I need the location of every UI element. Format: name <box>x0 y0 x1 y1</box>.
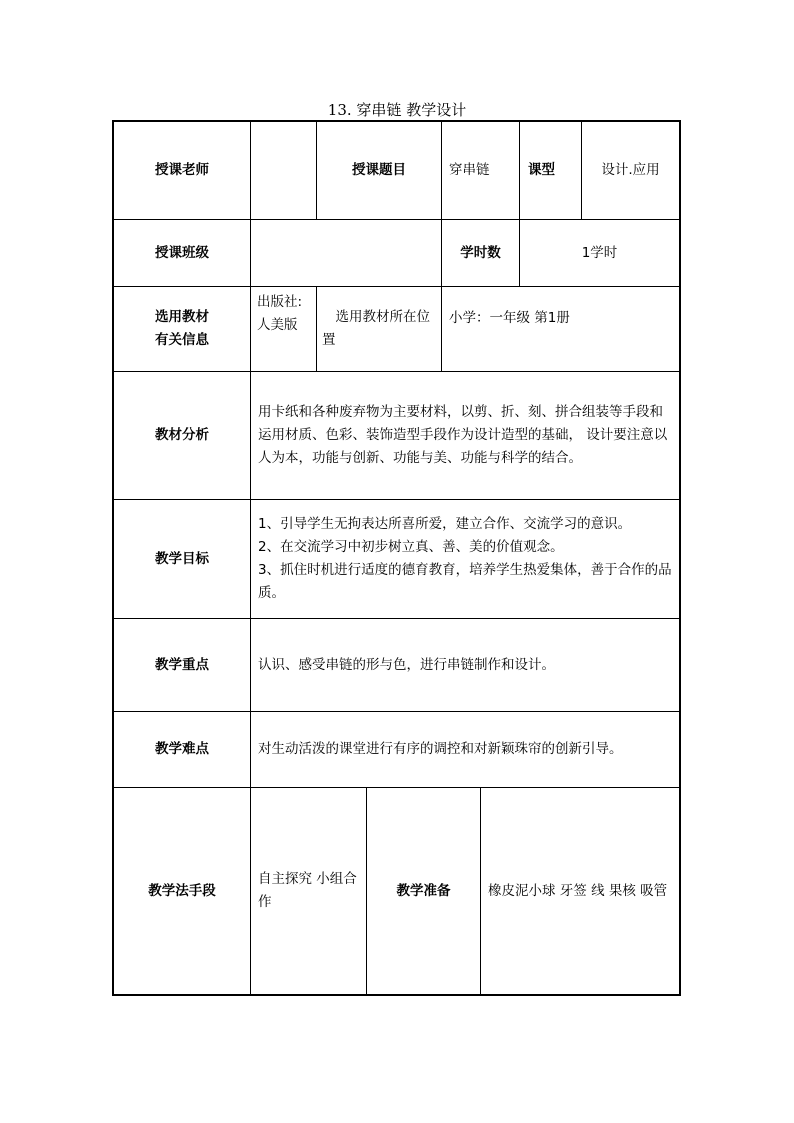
textbook-position-label: 选用教材所在位置 <box>322 309 430 348</box>
methods-label: 教学法手段 <box>148 882 216 899</box>
analysis-text: 用卡纸和各种废弃物为主要材料，以剪、折、刻、拼合组装等手段和运用材质、色彩、装饰造型手段作为设计造型的基础， 设计要注意以人为本，功能与创新、功能与美、功能与科学的结合。 <box>258 404 668 466</box>
key-points-text: 认识、感受串链的形与色，进行串链制作和设计。 <box>258 656 555 673</box>
preparation-value: 橡皮泥小球 牙签 线 果核 吸管 <box>488 882 668 899</box>
goals-label: 教学目标 <box>155 550 209 567</box>
teacher-label: 授课老师 <box>155 162 209 178</box>
key-points-label: 教学重点 <box>155 656 209 673</box>
lesson-plan-table <box>112 120 681 996</box>
textbook-position-value: 小学：一年级 第1册 <box>449 310 570 326</box>
goal-item: 3、抓住时机进行适度的德育教育，培养学生热爱集体，善于合作的品质。 <box>258 562 672 601</box>
publisher-line2: 人美版 <box>257 317 298 333</box>
lesson-type-value: 设计.应用 <box>601 162 660 178</box>
publisher-line1: 出版社: <box>257 294 303 310</box>
lesson-type-label: 课型 <box>528 162 555 178</box>
teacher-value <box>251 122 316 219</box>
page-title: 13. 穿串链 教学设计 <box>327 101 467 119</box>
goal-item: 1、引导学生无拘表达所喜所爱，建立合作、交流学习的意识。 <box>258 516 632 532</box>
topic-label: 授课题目 <box>352 162 406 178</box>
topic-value: 穿串链 <box>449 162 490 178</box>
preparation-label: 教学准备 <box>396 882 451 899</box>
goals-list <box>251 500 679 618</box>
goal-item: 2、在交流学习中初步树立真、善、美的价值观念。 <box>258 539 564 555</box>
textbook-label <box>114 287 250 371</box>
difficulties-text: 对生动活泼的课堂进行有序的调控和对新颖珠帘的创新引导。 <box>258 741 623 757</box>
analysis-label: 教材分析 <box>155 427 209 443</box>
hours-value: 1学时 <box>581 244 618 261</box>
textbook-label-line2: 有关信息 <box>155 332 209 348</box>
difficulties-label: 教学难点 <box>155 741 209 757</box>
hours-label: 学时数 <box>460 244 501 261</box>
class-value <box>251 220 441 286</box>
publisher-value <box>251 287 316 371</box>
textbook-label-line1: 选用教材 <box>155 309 209 325</box>
methods-value: 自主探究 小组合作 <box>258 871 357 910</box>
class-label: 授课班级 <box>155 244 209 261</box>
